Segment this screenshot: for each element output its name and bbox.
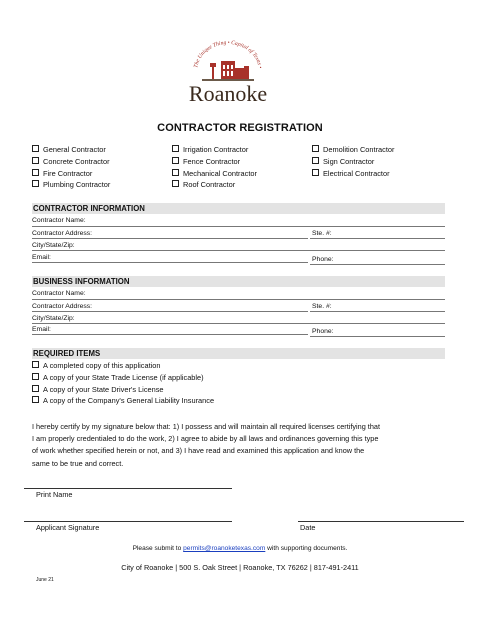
business-address-field[interactable] bbox=[32, 311, 308, 312]
revision-date: June 21 bbox=[36, 577, 54, 583]
required-item-checkbox[interactable]: A copy of your State Driver's License bbox=[32, 384, 214, 396]
mechanical-contractor-checkbox[interactable]: Mechanical Contractor bbox=[172, 168, 257, 180]
contractor-phone-label: Phone: bbox=[312, 256, 334, 263]
applicant-signature-label: Applicant Signature bbox=[36, 523, 100, 532]
certification-line: same to be true and correct. bbox=[32, 458, 124, 468]
business-city-label: City/State/Zip: bbox=[32, 315, 75, 322]
contractor-name-field[interactable] bbox=[32, 226, 445, 227]
print-name-label: Print Name bbox=[36, 490, 73, 499]
business-city-field[interactable] bbox=[32, 323, 445, 324]
general-contractor-checkbox[interactable]: General Contractor bbox=[32, 144, 110, 156]
business-ste-field[interactable] bbox=[310, 311, 445, 312]
electrical-contractor-checkbox[interactable]: Electrical Contractor bbox=[312, 168, 394, 180]
contractor-type-col-2 bbox=[172, 144, 257, 191]
contractor-email-label: Email: bbox=[32, 254, 51, 261]
contractor-city-label: City/State/Zip: bbox=[32, 242, 75, 249]
checkbox-icon bbox=[312, 145, 319, 152]
plumbing-contractor-checkbox[interactable]: Plumbing Contractor bbox=[32, 179, 110, 191]
roof-contractor-checkbox[interactable]: Roof Contractor bbox=[172, 179, 257, 191]
certification-line: I am properly credentialed to do the work, 2) I agree to abide by all laws and ordinances governing this type bbox=[32, 434, 379, 444]
checkbox-icon bbox=[32, 180, 39, 187]
business-name-label: Contractor Name: bbox=[32, 290, 86, 297]
contractor-ste-field[interactable] bbox=[310, 238, 445, 239]
checkbox-icon bbox=[172, 145, 179, 152]
business-name-field[interactable] bbox=[32, 299, 445, 300]
fence-contractor-checkbox[interactable]: Fence Contractor bbox=[172, 156, 257, 168]
checkbox-icon bbox=[172, 169, 179, 176]
date-label: Date bbox=[300, 523, 316, 532]
demolition-contractor-checkbox[interactable]: Demolition Contractor bbox=[312, 144, 394, 156]
business-phone-label: Phone: bbox=[312, 328, 334, 335]
checkbox-icon bbox=[312, 169, 319, 176]
checkbox-icon bbox=[172, 157, 179, 164]
contractor-info-heading: CONTRACTOR INFORMATION bbox=[32, 203, 445, 214]
contractor-type-col-3 bbox=[312, 144, 394, 179]
business-phone-field[interactable] bbox=[310, 336, 445, 337]
contractor-email-field[interactable] bbox=[32, 262, 308, 263]
certification-line: of work whether specified herein or not, and 3) I have read and examined this application and know the bbox=[32, 446, 365, 456]
contractor-address-field[interactable] bbox=[32, 238, 308, 239]
contractor-city-field[interactable] bbox=[32, 250, 445, 251]
required-item-checkbox[interactable]: A completed copy of this application bbox=[32, 360, 214, 372]
checkbox-icon bbox=[172, 180, 179, 187]
business-info-heading: BUSINESS INFORMATION bbox=[32, 276, 445, 287]
certification-statement bbox=[32, 421, 442, 470]
required-item-checkbox[interactable]: A copy of the Company's General Liability Insurance bbox=[32, 395, 214, 407]
sign-contractor-checkbox[interactable]: Sign Contractor bbox=[312, 156, 394, 168]
print-name-field[interactable] bbox=[24, 488, 232, 489]
permits-email-link[interactable]: permits@roanoketexas.com bbox=[183, 545, 266, 552]
contractor-name-label: Contractor Name: bbox=[32, 217, 86, 224]
checkbox-icon bbox=[32, 385, 39, 392]
required-items-list bbox=[32, 360, 214, 407]
applicant-signature-field[interactable] bbox=[24, 521, 232, 522]
irrigation-contractor-checkbox[interactable]: Irrigation Contractor bbox=[172, 144, 257, 156]
page-title: CONTRACTOR REGISTRATION bbox=[157, 122, 323, 134]
roanoke-logo bbox=[188, 40, 268, 106]
checkbox-icon bbox=[32, 145, 39, 152]
required-item-checkbox[interactable]: A copy of your State Trade License (if applicable) bbox=[32, 372, 214, 384]
svg-text:The Unique Thing • Capital of: The Unique Thing • Capital of Texas • bbox=[193, 40, 263, 69]
fire-contractor-checkbox[interactable]: Fire Contractor bbox=[32, 168, 110, 180]
contractor-address-label: Contractor Address: bbox=[32, 230, 93, 237]
contractor-phone-field[interactable] bbox=[310, 264, 445, 265]
business-address-label: Contractor Address: bbox=[32, 303, 93, 310]
checkbox-icon bbox=[32, 169, 39, 176]
checkbox-icon bbox=[32, 361, 39, 368]
checkbox-icon bbox=[32, 373, 39, 380]
logo-wordmark: Roanoke bbox=[188, 81, 268, 106]
concrete-contractor-checkbox[interactable]: Concrete Contractor bbox=[32, 156, 110, 168]
business-ste-label: Ste. #: bbox=[312, 303, 332, 310]
checkbox-icon bbox=[312, 157, 319, 164]
required-items-heading: REQUIRED ITEMS bbox=[32, 348, 445, 359]
business-email-field[interactable] bbox=[32, 334, 308, 335]
city-address: City of Roanoke | 500 S. Oak Street | Roanoke, TX 76262 | 817-491-2411 bbox=[121, 563, 359, 572]
business-email-label: Email: bbox=[32, 326, 51, 333]
contractor-ste-label: Ste. #: bbox=[312, 230, 332, 237]
date-field[interactable] bbox=[298, 521, 464, 522]
checkbox-icon bbox=[32, 157, 39, 164]
certification-line: I hereby certify by my signature below that: 1) I possess and will maintain all required licenses certifying that bbox=[32, 422, 380, 431]
contractor-type-col-1 bbox=[32, 144, 110, 191]
submit-instructions: Please submit to permits@roanoketexas.com with supporting documents. bbox=[132, 545, 348, 552]
checkbox-icon bbox=[32, 396, 39, 403]
